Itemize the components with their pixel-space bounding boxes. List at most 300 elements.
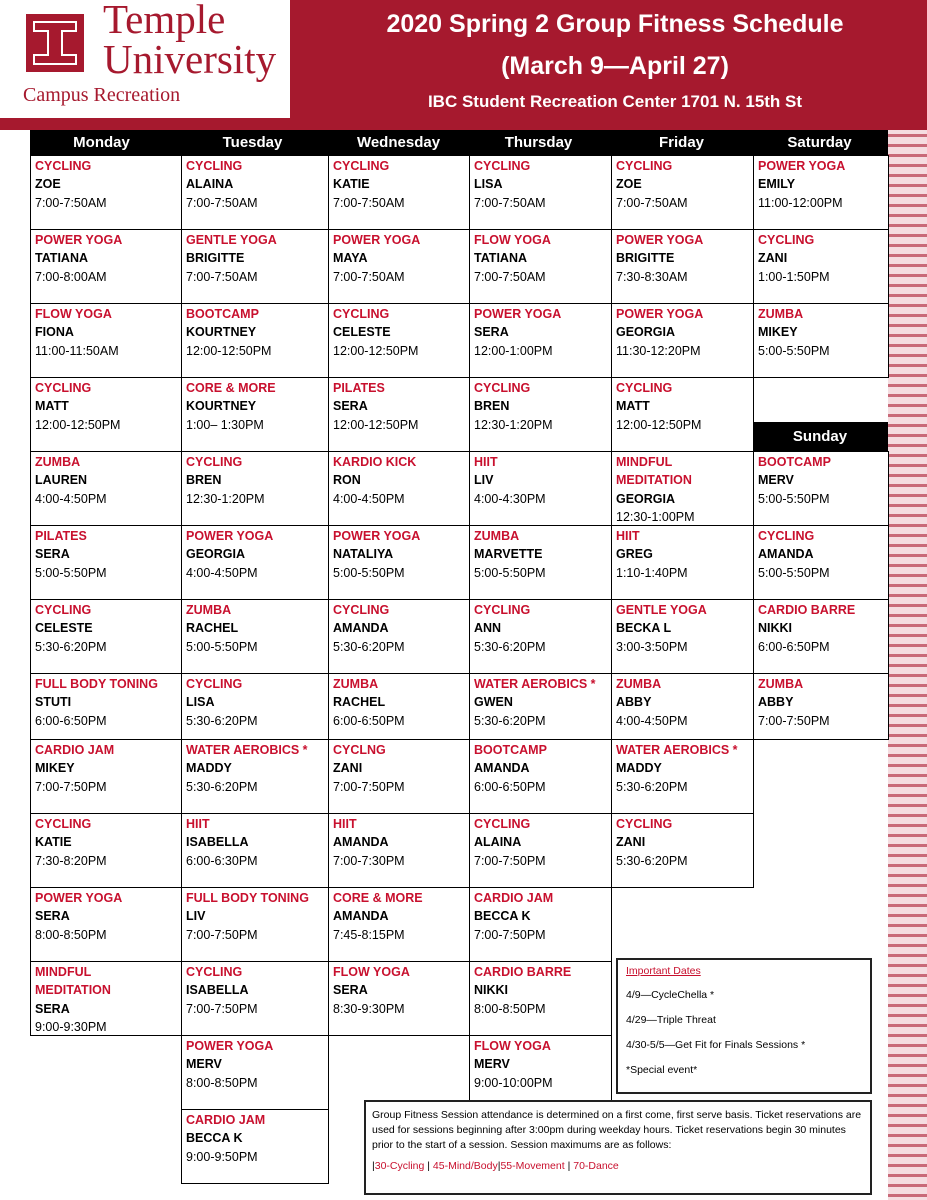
class-name: CYCLING bbox=[35, 381, 92, 395]
class-name: CYCLING bbox=[758, 233, 815, 247]
class-name: CYCLING bbox=[186, 159, 243, 173]
class-cell-friday bbox=[611, 229, 754, 304]
instructor-name: KOURTNEY bbox=[186, 399, 257, 414]
instructor-name: KATIE bbox=[35, 835, 72, 850]
class-name: POWER YOGA bbox=[186, 1039, 274, 1053]
instructor-name: AMANDA bbox=[333, 909, 389, 924]
class-time: 5:00-5:50PM bbox=[758, 343, 830, 358]
class-time: 4:00-4:50PM bbox=[186, 565, 258, 580]
max-cycling: 30-Cycling bbox=[374, 1160, 425, 1172]
class-name: HIIT bbox=[616, 529, 640, 543]
class-name: CYCLING bbox=[474, 603, 531, 617]
class-name: FLOW YOGA bbox=[333, 965, 410, 979]
class-cell-thursday bbox=[469, 887, 612, 962]
class-time: 11:00-11:50AM bbox=[35, 343, 119, 358]
class-name: BOOTCAMP bbox=[186, 307, 259, 321]
class-name: ZUMBA bbox=[333, 677, 379, 691]
class-cell-tuesday bbox=[181, 813, 329, 888]
class-name: HIIT bbox=[333, 817, 357, 831]
max-mind-body: 45-Mind/Body bbox=[432, 1160, 498, 1172]
schedule-date-range: (March 9—April 27) bbox=[501, 52, 729, 80]
class-cell-monday bbox=[30, 229, 182, 304]
class-cell-monday bbox=[30, 303, 182, 378]
class-time: 5:30-6:20PM bbox=[616, 779, 688, 794]
class-time: 7:45-8:15PM bbox=[333, 927, 405, 942]
instructor-name: BECCA K bbox=[186, 1131, 243, 1146]
class-name: FULL BODY TONING bbox=[186, 891, 309, 905]
instructor-name: BREN bbox=[474, 399, 510, 414]
class-time: 5:30-6:20PM bbox=[474, 713, 546, 728]
class-name: GENTLE YOGA bbox=[616, 603, 707, 617]
class-name: HIIT bbox=[474, 455, 498, 469]
class-time: 7:00-7:50AM bbox=[616, 195, 688, 210]
class-cell-thursday bbox=[469, 813, 612, 888]
instructor-name: LISA bbox=[474, 177, 503, 192]
class-cell-sunday bbox=[753, 673, 889, 740]
header-banner bbox=[0, 0, 927, 130]
class-cell-tuesday bbox=[181, 377, 329, 452]
class-name: CYCLING bbox=[333, 603, 390, 617]
class-cell-saturday bbox=[753, 155, 889, 230]
class-cell-friday bbox=[611, 739, 754, 814]
class-time: 7:00-7:50AM bbox=[186, 269, 258, 284]
instructor-name: NIKKI bbox=[758, 621, 793, 636]
class-time: 12:00-12:50PM bbox=[186, 343, 272, 358]
class-time: 4:00-4:30PM bbox=[474, 491, 546, 506]
class-name: ZUMBA bbox=[758, 307, 804, 321]
class-time: 9:00-9:30PM bbox=[35, 1020, 107, 1035]
instructor-name: GREG bbox=[616, 547, 653, 562]
class-cell-monday bbox=[30, 599, 182, 674]
class-time: 6:00-6:50PM bbox=[474, 779, 546, 794]
class-cell-friday bbox=[611, 377, 754, 452]
instructor-name: LISA bbox=[186, 695, 215, 710]
instructor-name: ZOE bbox=[616, 177, 642, 192]
class-name: ZUMBA bbox=[758, 677, 804, 691]
instructor-name: SERA bbox=[474, 325, 509, 340]
instructor-name: LIV bbox=[186, 909, 206, 924]
class-cell-tuesday bbox=[181, 525, 329, 600]
class-name: POWER YOGA bbox=[333, 233, 421, 247]
class-name: CYCLING bbox=[474, 381, 531, 395]
instructor-name: MIKEY bbox=[758, 325, 798, 340]
instructor-name: TATIANA bbox=[474, 251, 527, 266]
session-policy-text: Group Fitness Session attendance is determined on a first come, first serve basis. Ticket reservations are used for sessions beginning after 3:00pm during weekday hours. Ticket reservations begin 30 minutes prior to the start of a session. Session maximums are as follows: bbox=[372, 1109, 862, 1151]
class-cell-wednesday bbox=[328, 673, 470, 740]
class-time: 7:00-7:50AM bbox=[333, 195, 405, 210]
class-cell-friday bbox=[611, 599, 754, 674]
class-cell-wednesday bbox=[328, 155, 470, 230]
class-name: CORE & MORE bbox=[186, 381, 276, 395]
class-cell-monday bbox=[30, 451, 182, 526]
class-name: FLOW YOGA bbox=[35, 307, 112, 321]
day-header-friday: Friday bbox=[658, 134, 704, 151]
important-date-item: *Special event* bbox=[626, 1064, 698, 1076]
class-cell-wednesday bbox=[328, 525, 470, 600]
logo-campus-recreation-text: Campus Recreation bbox=[23, 84, 181, 106]
class-name: CARDIO BARRE bbox=[758, 603, 856, 617]
instructor-name: ISABELLA bbox=[186, 835, 249, 850]
class-time: 11:00-12:00PM bbox=[758, 195, 843, 210]
class-cell-monday bbox=[30, 739, 182, 814]
class-time: 5:30-6:20PM bbox=[186, 779, 258, 794]
instructor-name: GEORGIA bbox=[186, 547, 246, 562]
day-header-monday: Monday bbox=[73, 134, 130, 151]
class-name: PILATES bbox=[35, 529, 87, 543]
class-time: 7:00-7:50AM bbox=[333, 269, 405, 284]
class-cell-thursday bbox=[469, 739, 612, 814]
class-name: CYCLING bbox=[758, 529, 815, 543]
class-time: 7:00-7:50AM bbox=[474, 195, 546, 210]
class-cell-thursday bbox=[469, 303, 612, 378]
important-date-item: 4/30-5/5—Get Fit for Finals Sessions * bbox=[626, 1039, 806, 1051]
instructor-name: LIV bbox=[474, 473, 494, 488]
class-name: CARDIO JAM bbox=[186, 1113, 266, 1127]
class-time: 1:00– 1:30PM bbox=[186, 417, 264, 432]
class-name: MINDFUL MEDITATION bbox=[35, 965, 111, 998]
class-cell-tuesday bbox=[181, 451, 329, 526]
instructor-name: AMANDA bbox=[758, 547, 814, 562]
logo bbox=[0, 0, 290, 118]
class-cell-tuesday bbox=[181, 599, 329, 674]
instructor-name: BRIGITTE bbox=[186, 251, 245, 266]
class-time: 6:00-6:50PM bbox=[35, 713, 107, 728]
instructor-name: SERA bbox=[35, 909, 70, 924]
class-name: WATER AEROBICS * bbox=[186, 743, 308, 757]
class-cell-tuesday bbox=[181, 1109, 329, 1184]
class-name: MINDFUL MEDITATION bbox=[616, 455, 692, 488]
class-name: CYCLING bbox=[333, 159, 390, 173]
class-name: POWER YOGA bbox=[35, 891, 123, 905]
session-policy-box bbox=[364, 1100, 872, 1195]
class-name: CYCLING bbox=[474, 817, 531, 831]
class-time: 7:00-7:50AM bbox=[35, 195, 107, 210]
separator: | bbox=[567, 1160, 571, 1172]
class-time: 7:00-7:50PM bbox=[186, 927, 258, 942]
class-cell-monday bbox=[30, 673, 182, 740]
class-name: CORE & MORE bbox=[333, 891, 423, 905]
class-time: 12:30-1:00PM bbox=[616, 510, 695, 525]
class-name: BOOTCAMP bbox=[474, 743, 547, 757]
class-cell-wednesday bbox=[328, 813, 470, 888]
class-time: 4:00-4:50PM bbox=[616, 713, 688, 728]
schedule-title: 2020 Spring 2 Group Fitness Schedule bbox=[386, 10, 844, 38]
class-time: 8:00-8:50PM bbox=[474, 1001, 546, 1016]
logo-university-text: University bbox=[103, 36, 277, 82]
day-header-wednesday: Wednesday bbox=[356, 134, 441, 151]
class-cell-saturday bbox=[753, 229, 889, 304]
class-cell-wednesday bbox=[328, 451, 470, 526]
class-cell-friday bbox=[611, 525, 754, 600]
instructor-name: MAYA bbox=[333, 251, 368, 266]
class-cell-monday bbox=[30, 525, 182, 600]
class-cell-friday bbox=[611, 303, 754, 378]
schedule-location: IBC Student Recreation Center 1701 N. 15th St bbox=[427, 92, 803, 111]
class-time: 7:00-8:00AM bbox=[35, 269, 107, 284]
class-cell-monday bbox=[30, 813, 182, 888]
instructor-name: RON bbox=[333, 473, 361, 488]
separator: | bbox=[372, 1160, 375, 1172]
class-name: CYCLNG bbox=[333, 743, 386, 757]
class-cell-wednesday bbox=[328, 303, 470, 378]
class-name: FLOW YOGA bbox=[474, 233, 551, 247]
class-name: CARDIO JAM bbox=[474, 891, 554, 905]
class-cell-friday bbox=[611, 673, 754, 740]
class-name: CYCLING bbox=[616, 159, 673, 173]
instructor-name: BECKA L bbox=[616, 621, 672, 636]
class-time: 6:00-6:50PM bbox=[758, 639, 830, 654]
class-cell-thursday bbox=[469, 155, 612, 230]
class-time: 5:00-5:50PM bbox=[758, 565, 830, 580]
instructor-name: NIKKI bbox=[474, 983, 509, 998]
class-time: 1:00-1:50PM bbox=[758, 269, 830, 284]
class-time: 7:30-8:30AM bbox=[616, 269, 688, 284]
class-time: 5:00-5:50PM bbox=[186, 639, 258, 654]
class-name: CYCLING bbox=[616, 381, 673, 395]
class-time: 7:00-7:50PM bbox=[333, 779, 405, 794]
class-time: 8:00-8:50PM bbox=[35, 927, 107, 942]
class-time: 7:00-7:50PM bbox=[186, 1001, 258, 1016]
class-cell-wednesday bbox=[328, 739, 470, 814]
decorative-stripe bbox=[888, 130, 927, 1200]
class-name: ZUMBA bbox=[474, 529, 520, 543]
class-time: 5:30-6:20PM bbox=[474, 639, 546, 654]
temple-t-logo-icon bbox=[26, 14, 84, 72]
class-time: 4:00-4:50PM bbox=[35, 491, 107, 506]
class-name: HIIT bbox=[186, 817, 210, 831]
class-time: 12:00-12:50PM bbox=[333, 343, 419, 358]
class-name: CYCLING bbox=[186, 455, 243, 469]
class-time: 12:30-1:20PM bbox=[186, 491, 265, 506]
class-name: CYCLING bbox=[186, 965, 243, 979]
class-cell-sunday bbox=[753, 451, 889, 526]
class-cell-thursday bbox=[469, 961, 612, 1036]
class-name: WATER AEROBICS * bbox=[474, 677, 596, 691]
class-cell-thursday bbox=[469, 525, 612, 600]
class-cell-wednesday bbox=[328, 961, 470, 1036]
max-dance: 70-Dance bbox=[573, 1160, 619, 1172]
separator: | bbox=[427, 1160, 430, 1172]
class-name: POWER YOGA bbox=[333, 529, 421, 543]
instructor-name: NATALIYA bbox=[333, 547, 394, 562]
max-movement: 55-Movement bbox=[500, 1160, 565, 1172]
instructor-name: MERV bbox=[758, 473, 794, 488]
class-name: CYCLING bbox=[186, 677, 243, 691]
class-time: 8:00-8:50PM bbox=[186, 1075, 258, 1090]
class-cell-thursday bbox=[469, 1035, 612, 1110]
instructor-name: ABBY bbox=[616, 695, 652, 710]
instructor-name: RACHEL bbox=[186, 621, 239, 636]
instructor-name: CELESTE bbox=[333, 325, 391, 340]
class-cell-wednesday bbox=[328, 377, 470, 452]
instructor-name: ANN bbox=[474, 621, 502, 636]
important-date-item: 4/29—Triple Threat bbox=[626, 1014, 716, 1026]
instructor-name: RACHEL bbox=[333, 695, 386, 710]
class-time: 12:00-12:50PM bbox=[35, 417, 121, 432]
day-header-thursday: Thursday bbox=[504, 134, 573, 151]
class-cell-thursday bbox=[469, 377, 612, 452]
class-name: CYCLING bbox=[35, 603, 92, 617]
class-cell-tuesday bbox=[181, 303, 329, 378]
instructor-name: ISABELLA bbox=[186, 983, 249, 998]
class-time: 7:00-7:50PM bbox=[474, 927, 546, 942]
class-cell-wednesday bbox=[328, 229, 470, 304]
class-time: 5:00-5:50PM bbox=[35, 565, 107, 580]
day-header-row bbox=[30, 130, 888, 155]
class-name: CYCLING bbox=[474, 159, 531, 173]
day-header-saturday: Saturday bbox=[787, 134, 852, 151]
class-name: ZUMBA bbox=[616, 677, 662, 691]
instructor-name: AMANDA bbox=[333, 621, 389, 636]
class-time: 12:00-1:00PM bbox=[474, 343, 553, 358]
class-name: FLOW YOGA bbox=[474, 1039, 551, 1053]
class-cell-monday bbox=[30, 887, 182, 962]
class-time: 5:30-6:20PM bbox=[186, 713, 258, 728]
class-cell-thursday bbox=[469, 451, 612, 526]
instructor-name: MADDY bbox=[616, 761, 662, 776]
instructor-name: ZOE bbox=[35, 177, 61, 192]
instructor-name: TATIANA bbox=[35, 251, 88, 266]
instructor-name: ABBY bbox=[758, 695, 794, 710]
instructor-name: SERA bbox=[35, 547, 70, 562]
class-time: 1:10-1:40PM bbox=[616, 565, 688, 580]
class-cell-friday bbox=[611, 813, 754, 888]
class-cell-thursday bbox=[469, 673, 612, 740]
instructor-name: LAUREN bbox=[35, 473, 88, 488]
class-time: 7:30-8:20PM bbox=[35, 853, 107, 868]
session-maximums bbox=[372, 1159, 864, 1174]
class-time: 5:30-6:20PM bbox=[333, 639, 405, 654]
class-time: 7:00-7:50AM bbox=[474, 269, 546, 284]
class-time: 7:00-7:50AM bbox=[186, 195, 258, 210]
instructor-name: ALAINA bbox=[186, 177, 234, 192]
class-time: 3:00-3:50PM bbox=[616, 639, 688, 654]
instructor-name: MIKEY bbox=[35, 761, 75, 776]
class-cell-tuesday bbox=[181, 155, 329, 230]
important-date-item: 4/9—CycleChella * bbox=[626, 989, 715, 1001]
instructor-name: AMANDA bbox=[333, 835, 389, 850]
instructor-name: ALAINA bbox=[474, 835, 522, 850]
class-cell-tuesday bbox=[181, 673, 329, 740]
important-dates-title: Important Dates bbox=[626, 965, 701, 977]
class-name: BOOTCAMP bbox=[758, 455, 831, 469]
instructor-name: GEORGIA bbox=[616, 325, 676, 340]
class-name: CARDIO JAM bbox=[35, 743, 115, 757]
class-time: 4:00-4:50PM bbox=[333, 491, 405, 506]
class-cell-monday bbox=[30, 377, 182, 452]
class-name: PILATES bbox=[333, 381, 385, 395]
instructor-name: MATT bbox=[616, 399, 650, 414]
class-time: 8:30-9:30PM bbox=[333, 1001, 405, 1016]
class-time: 7:00-7:30PM bbox=[333, 853, 405, 868]
class-name: GENTLE YOGA bbox=[186, 233, 277, 247]
instructor-name: KOURTNEY bbox=[186, 325, 257, 340]
class-time: 6:00-6:50PM bbox=[333, 713, 405, 728]
separator: | bbox=[497, 1160, 501, 1172]
class-time: 5:00-5:50PM bbox=[474, 565, 546, 580]
class-cell-tuesday bbox=[181, 1035, 329, 1110]
class-time: 12:00-12:50PM bbox=[333, 417, 419, 432]
class-time: 9:00-10:00PM bbox=[474, 1075, 553, 1090]
class-cell-tuesday bbox=[181, 887, 329, 962]
class-name: ZUMBA bbox=[186, 603, 232, 617]
instructor-name: SERA bbox=[333, 399, 368, 414]
class-cell-tuesday bbox=[181, 739, 329, 814]
class-time: 7:00-7:50PM bbox=[35, 779, 107, 794]
important-dates-box bbox=[616, 958, 872, 1094]
class-cell-sunday bbox=[753, 599, 889, 674]
instructor-name: BRIGITTE bbox=[616, 251, 675, 266]
class-cell-monday bbox=[30, 155, 182, 230]
class-name: WATER AEROBICS * bbox=[616, 743, 738, 757]
class-name: CYCLING bbox=[333, 307, 390, 321]
class-name: POWER YOGA bbox=[616, 307, 704, 321]
class-name: POWER YOGA bbox=[616, 233, 704, 247]
instructor-name: ZANI bbox=[616, 835, 646, 850]
instructor-name: MADDY bbox=[186, 761, 232, 776]
instructor-name: GWEN bbox=[474, 695, 513, 710]
day-header-tuesday: Tuesday bbox=[222, 134, 283, 151]
instructor-name: EMILY bbox=[758, 177, 796, 192]
class-cell-thursday bbox=[469, 229, 612, 304]
instructor-name: ZANI bbox=[333, 761, 363, 776]
class-name: POWER YOGA bbox=[758, 159, 846, 173]
class-name: POWER YOGA bbox=[35, 233, 123, 247]
class-cell-friday bbox=[611, 155, 754, 230]
instructor-name: SERA bbox=[35, 1001, 70, 1016]
logo-temple-text: Temple bbox=[103, 0, 226, 42]
day-header-sunday: Sunday bbox=[752, 422, 888, 451]
class-name: CARDIO BARRE bbox=[474, 965, 572, 979]
class-time: 9:00-9:50PM bbox=[186, 1149, 258, 1164]
instructor-name: MERV bbox=[474, 1057, 510, 1072]
instructor-name: MARVETTE bbox=[474, 547, 543, 562]
class-cell-tuesday bbox=[181, 229, 329, 304]
class-time: 12:30-1:20PM bbox=[474, 417, 553, 432]
class-time: 12:00-12:50PM bbox=[616, 417, 702, 432]
instructor-name: STUTI bbox=[35, 695, 72, 710]
instructor-name: BREN bbox=[186, 473, 222, 488]
instructor-name: AMANDA bbox=[474, 761, 530, 776]
instructor-name: GEORGIA bbox=[616, 491, 676, 506]
instructor-name: KATIE bbox=[333, 177, 370, 192]
instructor-name: FIONA bbox=[35, 325, 74, 340]
class-name: CYCLING bbox=[616, 817, 673, 831]
class-name: CYCLING bbox=[35, 817, 92, 831]
class-time: 5:00-5:50PM bbox=[758, 491, 830, 506]
class-time: 11:30-12:20PM bbox=[616, 343, 701, 358]
class-time: 5:30-6:20PM bbox=[35, 639, 107, 654]
class-name: POWER YOGA bbox=[186, 529, 274, 543]
instructor-name: SERA bbox=[333, 983, 368, 998]
class-name: FULL BODY TONING bbox=[35, 677, 158, 691]
class-name: ZUMBA bbox=[35, 455, 81, 469]
class-time: 6:00-6:30PM bbox=[186, 853, 258, 868]
instructor-name: CELESTE bbox=[35, 621, 93, 636]
class-cell-monday bbox=[30, 961, 182, 1036]
class-cell-tuesday bbox=[181, 961, 329, 1036]
class-cell-wednesday bbox=[328, 887, 470, 962]
instructor-name: ZANI bbox=[758, 251, 788, 266]
class-cell-saturday bbox=[753, 303, 889, 378]
class-name: CYCLING bbox=[35, 159, 92, 173]
instructor-name: MERV bbox=[186, 1057, 222, 1072]
instructor-name: MATT bbox=[35, 399, 69, 414]
class-time: 7:00-7:50PM bbox=[758, 713, 830, 728]
class-name: KARDIO KICK bbox=[333, 455, 417, 469]
class-time: 7:00-7:50PM bbox=[474, 853, 546, 868]
class-name: POWER YOGA bbox=[474, 307, 562, 321]
